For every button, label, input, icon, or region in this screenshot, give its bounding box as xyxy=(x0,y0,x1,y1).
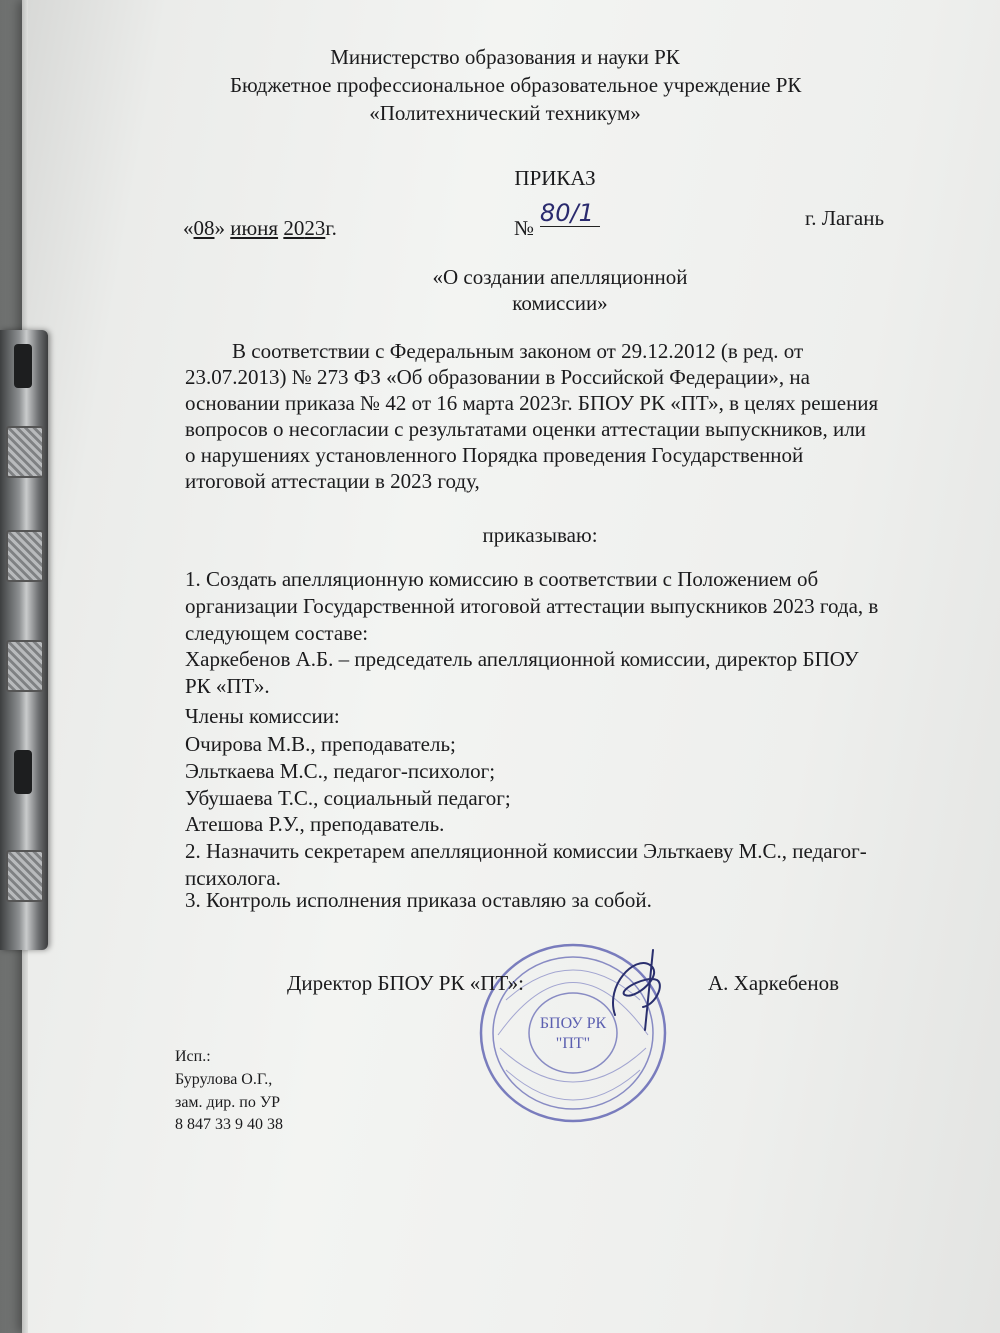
order-number-label: № xyxy=(514,216,535,240)
binder-plate xyxy=(6,850,44,902)
preamble-line: о нарушениях установленного Порядка проведения Государственной xyxy=(185,443,804,467)
item-line: психолога. xyxy=(185,866,281,890)
item-line: Члены комиссии: xyxy=(185,704,340,728)
handwritten-signature xyxy=(595,945,675,1035)
subject-line-1: «О создании апелляционной xyxy=(432,265,688,289)
item-line: Атешова Р.У., преподаватель. xyxy=(185,812,445,836)
date-year-prefix: 20 xyxy=(283,216,305,240)
binder-plate xyxy=(6,426,44,478)
preamble-line: В соответствии с Федеральным законом от 29.12.2012 (в ред. от xyxy=(232,339,804,363)
subject-line-2: комиссии» xyxy=(512,291,608,315)
item-line: следующем составе: xyxy=(185,621,369,645)
executor-label: Исп.: xyxy=(175,1048,211,1065)
binder-plate xyxy=(6,530,44,582)
preamble-line: основании приказа № 42 от 16 марта 2023г. БПОУ РК «ПТ», в целях решения xyxy=(185,391,879,415)
signature-position: Директор БПОУ РК «ПТ»: xyxy=(287,971,525,995)
executor-name: Бурулова О.Г., xyxy=(175,1071,273,1088)
binder-hole xyxy=(14,750,32,794)
item-line: Очирова М.В., преподаватель; xyxy=(185,732,456,756)
executor-role: зам. дир. по УР xyxy=(175,1094,281,1111)
institution-name: «Политехнический техникум» xyxy=(369,101,641,125)
date-month: июня xyxy=(230,216,279,240)
item-line: Харкебенов А.Б. – председатель апелляционной комиссии, директор БПОУ xyxy=(185,647,859,671)
item-line: Эльткаева М.С., педагог-психолог; xyxy=(185,759,496,783)
item-line: 3. Контроль исполнения приказа оставляю за собой. xyxy=(185,888,652,912)
stamp-center-line-2: "ПТ" xyxy=(555,1035,591,1052)
preamble-line: итоговой аттестации в 2023 году, xyxy=(185,469,480,493)
executor-phone: 8 847 33 9 40 38 xyxy=(175,1116,283,1133)
item-line: 1. Создать апелляционную комиссию в соответствии с Положением об xyxy=(185,567,819,591)
signature-name: А. Харкебенов xyxy=(708,971,840,995)
item-line: Убушаева Т.С., социальный педагог; xyxy=(185,786,511,810)
date-day: 08 xyxy=(193,216,215,240)
preamble-line: 23.07.2013) № 273 ФЗ «Об образовании в Российской Федерации», на xyxy=(185,365,810,389)
stamp-center-line-1: БПОУ РК xyxy=(539,1015,607,1032)
item-line: организации Государственной итоговой аттестации выпускников 2023 года, в xyxy=(185,594,879,618)
institution-line: Бюджетное профессиональное образовательное учреждение РК xyxy=(230,73,802,97)
binder-clip xyxy=(0,330,48,950)
item-line: РК «ПТ». xyxy=(185,674,270,698)
order-number-handwritten: 80/1 xyxy=(540,200,600,227)
preamble-line: вопросов о несогласии с результатами оценки аттестации выпускников, или xyxy=(185,417,866,441)
date-year-suffix: 23 xyxy=(304,216,326,240)
order-title: ПРИКАЗ xyxy=(514,166,596,190)
item-line: 2. Назначить секретарем апелляционной комиссии Эльткаеву М.С., педагог- xyxy=(185,839,867,863)
order-word: приказываю: xyxy=(482,523,598,547)
order-date: «08» июня 2023г. xyxy=(183,216,337,240)
ministry-line: Министерство образования и науки РК xyxy=(330,45,680,69)
binder-plate xyxy=(6,640,44,692)
binder-hole xyxy=(14,344,32,388)
order-city: г. Лагань xyxy=(805,206,885,230)
